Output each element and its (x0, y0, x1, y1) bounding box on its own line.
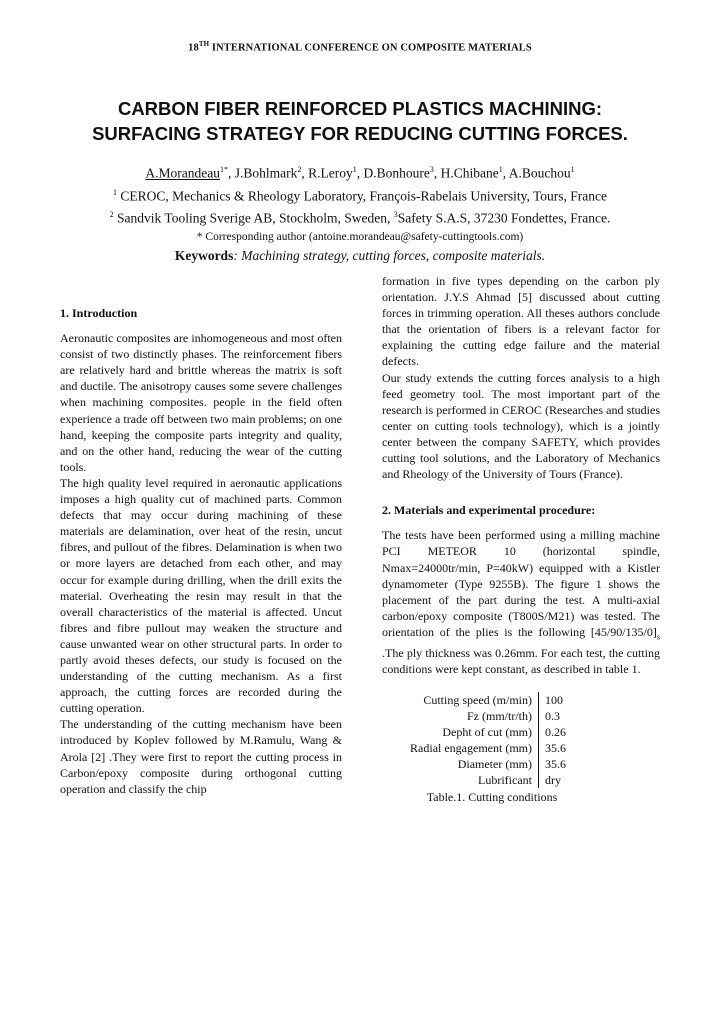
author-name: D.Bonhoure (363, 165, 430, 181)
author-name: H.Chibane (440, 165, 499, 181)
title-line-1: CARBON FIBER REINFORCED PLASTICS MACHINING: (117, 98, 603, 119)
paragraph: The tests have been performed using a milling machine PCI METEOR 10 (horizontal spindle, Nmax=24000tr/min, P=40kW) equipped with a Kistler dynamometer (Type 9255B). The figure 1 shows the placement of the part during the test. A multi-axial carbon/epoxy composite (T800S/M21) was tested. The orientation of the plies is the following $[45/90/135/0]_s$ .The ply thickness was 0.26mm. For each test, the cutting conditions were kept constant, as described in table 1. (382, 528, 660, 677)
author-name: J.Bohlmark (234, 165, 298, 181)
cutting-conditions-table (382, 692, 605, 788)
section-heading-introduction: 1. Introduction (60, 306, 138, 320)
right-column (382, 273, 660, 805)
running-header: 18TH INTERNATIONAL CONFERENCE ON COMPOSITE MATERIALS (188, 40, 532, 54)
table-row: Radial engagement (mm) 35.6 (382, 740, 605, 756)
section-heading-materials: 2. Materials and experimental procedure: (382, 503, 596, 518)
author-block (30, 160, 690, 247)
corresponding-author: * Corresponding author (antoine.morandeau@safety-cuttingtools.com) (196, 230, 524, 243)
keywords-text: : Machining strategy, cutting forces, composite materials. (233, 248, 546, 263)
keywords (40, 248, 680, 264)
left-column (60, 305, 342, 797)
paragraph: The high quality level required in aeronautic applications imposes a high quality cut of machined parts. Common defects that may occur during machining of these materials are delamination, over heat of the resin, uncut fibres, and pullout of the fibres. Delamination is when two or more layers are detached from each other, and may occur for example during drilling, when the drill exits the material. Overheating the resin may result in that the overall characteristics of the material is affected. Uncut fibres and fibre pullout may weaken the structure and cause unwanted wear on other structural parts. In order to partly avoid theses defects, our study is focused on the understanding of the cutting mechanism. As a first approach, the cutting forces are recorded during the cutting operation. (60, 475, 342, 716)
author-name: A.Bouchou (508, 165, 571, 181)
paragraph: formation in five types depending on the carbon ply orientation. J.Y.S Ahmad [5] discussed about cutting forces in trimming operation. All theses authors conclude that the orientation of fibers is a relevant factor for explaining the cutting edge failure and the material defects. (382, 274, 660, 369)
paragraph: The understanding of the cutting mechanism have been introduced by Koplev followed by M.Ramulu, Wang & Arola [2] .They were first to report the cutting process in Carbon/epoxy composite during orthogonal cutting operation and classify the chip (60, 717, 342, 796)
paragraph: Aeronautic composites are inhomogeneous and most often consist of two distinctly phases. The reinforcement fibers are relatively hard and brittle whereas the matrix is soft and ductile. The anisotropy causes some severe challenges when machining composites. people in the field often experience a trade off between two main problems; on one hand, keeping the composite parts integrity and quality, and on the other hand, reducing the wear of the cutting tools. (60, 331, 342, 474)
table-row: Cutting speed (m/min) 100 (382, 692, 605, 708)
affiliation-2: $^2$ Sandvik Tooling Sverige AB, Stockholm, Sweden, $^3$Safety S.A.S, 37230 Fondettes, France. (109, 210, 611, 226)
author-name: R.Leroy (308, 165, 353, 181)
author-list: A.Morandeau$^{1*}$, J.Bohlmark$^2$, R.Leroy$^1$, D.Bonhoure$^3$, H.Chibane$^1$, A.Bouchou$^1$ (145, 165, 575, 181)
paragraph: Our study extends the cutting forces analysis to a high feed geometry tool. The most important part of the research is performed in CEROC (Researches and studies center on cutting tools technology), which is a jointly center between the company SAFETY, which provides cutting tool solutions, and the Laboratory of Mechanics and Rheology of the University of Tours (France). (382, 370, 660, 482)
title-line-2: SURFACING STRATEGY FOR REDUCING CUTTING FORCES. (92, 123, 628, 144)
keywords-label: Keywords (174, 248, 234, 263)
table-row: Diameter (mm) 35.6 (382, 756, 605, 772)
table-row: Depht of cut (mm) 0.26 (382, 724, 605, 740)
table-row: Fz (mm/tr/th) 0.3 (382, 708, 605, 724)
table-row: Lubrificant dry (382, 772, 605, 788)
paper-title (40, 96, 680, 146)
affiliation-1: $^1$ CEROC, Mechanics & Rheology Laboratory, François-Rabelais University, Tours, France (112, 187, 608, 203)
author-name: A.Morandeau (145, 165, 220, 181)
table-caption: Table.1. Cutting conditions (426, 789, 558, 804)
